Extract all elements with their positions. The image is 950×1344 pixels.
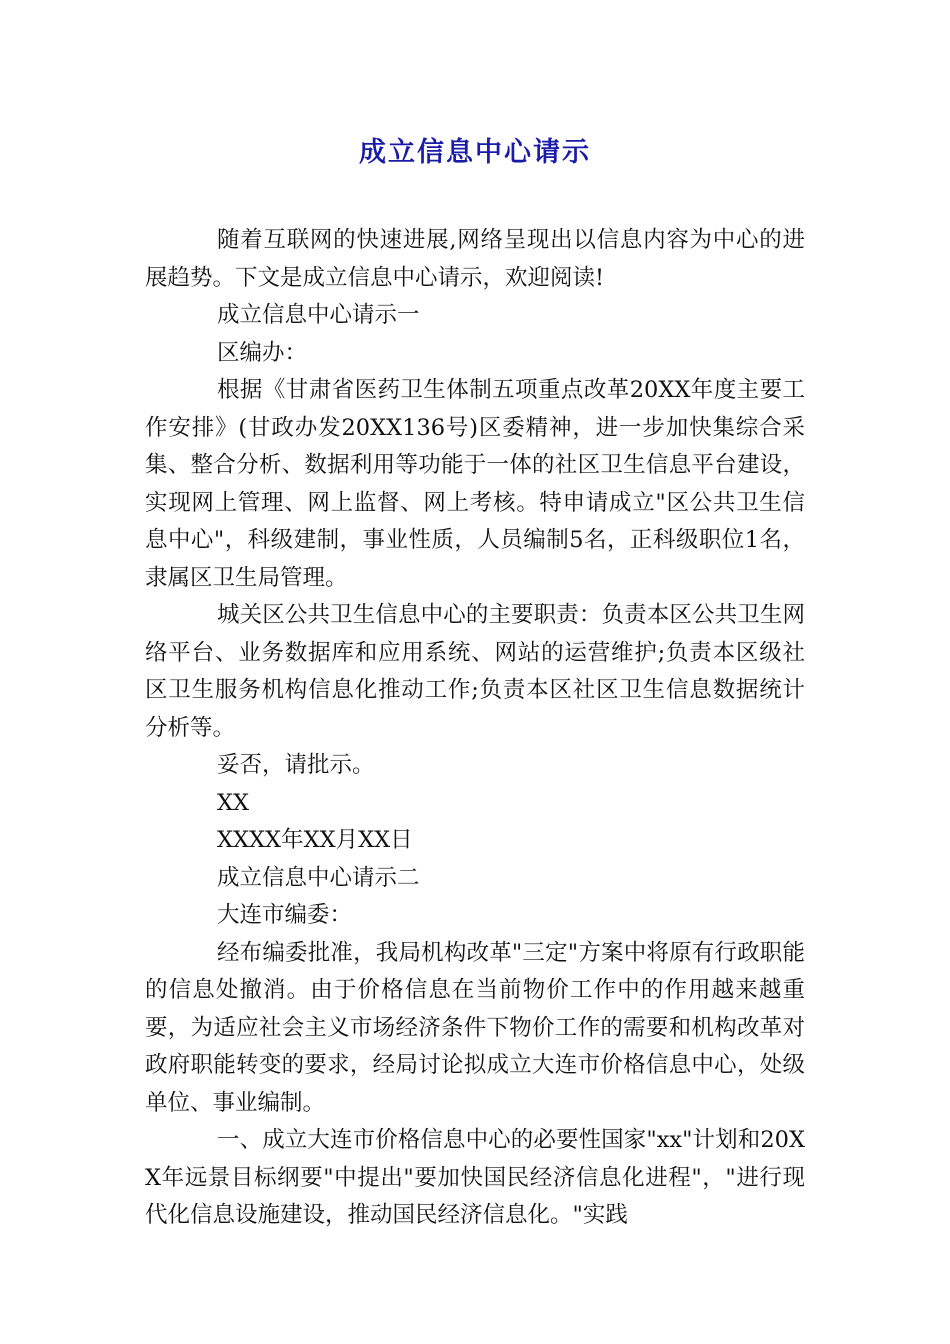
closing-request: 妥否，请批示。 [217, 752, 375, 778]
addressee-two: 大连市编委： [217, 902, 353, 928]
body-paragraph: 经布编委批准，我局机构改革"三定"方案中将原有行政职能的信息处撤消。由于价格信息在当前物价工作中的作用越来越重要，为适应社会主义市场经济条件下物价工作的需要和机构改革对政府职能转变的要求，经局讨论拟成立大连市价格信息中心，处级单位、事业编制。 [145, 939, 805, 1116]
body-paragraph: 城关区公共卫生信息中心的主要职责：负责本区公共卫生网络平台、业务数据库和应用系统、网站的运营维护;负责本区级社区卫生服务机构信息化推动工作;负责本区社区卫生信息数据统计分析等。 [145, 602, 805, 741]
section-heading-two: 成立信息中心请示二 [217, 864, 420, 891]
document-title: 成立信息中心请示 [359, 137, 591, 168]
document-body [145, 222, 805, 1235]
addressee-one: 区编办： [217, 339, 308, 366]
intro-paragraph: 随着互联网的快速进展,网络呈现出以信息内容为中心的进展趋势。下文是成立信息中心请示，欢迎阅读! [145, 227, 805, 291]
body-paragraph: 根据《甘肃省医药卫生体制五项重点改革20XX年度主要工作安排》(甘政办发20XX136号)区委精神，进一步加快集综合采集、整合分析、数据利用等功能于一体的社区卫生信息平台建设，实现网上管理、网上监督、网上考核。特申请成立"区公共卫生信息中心"，科级建制，事业性质，人员编制5名，正科级职位1名，隶属区卫生局管理。 [145, 377, 805, 591]
body-paragraph: 一、成立大连市价格信息中心的必要性国家"xx"计划和20XX年远景目标纲要"中提出"要加快国民经济信息化进程"，"进行现代化信息设施建设，推动国民经济信息化。"实践 [145, 1127, 805, 1228]
date-line: XXXX年XX月XX日 [217, 827, 413, 853]
section-heading-one: 成立信息中心请示一 [217, 302, 420, 328]
signature: XX [217, 789, 250, 816]
